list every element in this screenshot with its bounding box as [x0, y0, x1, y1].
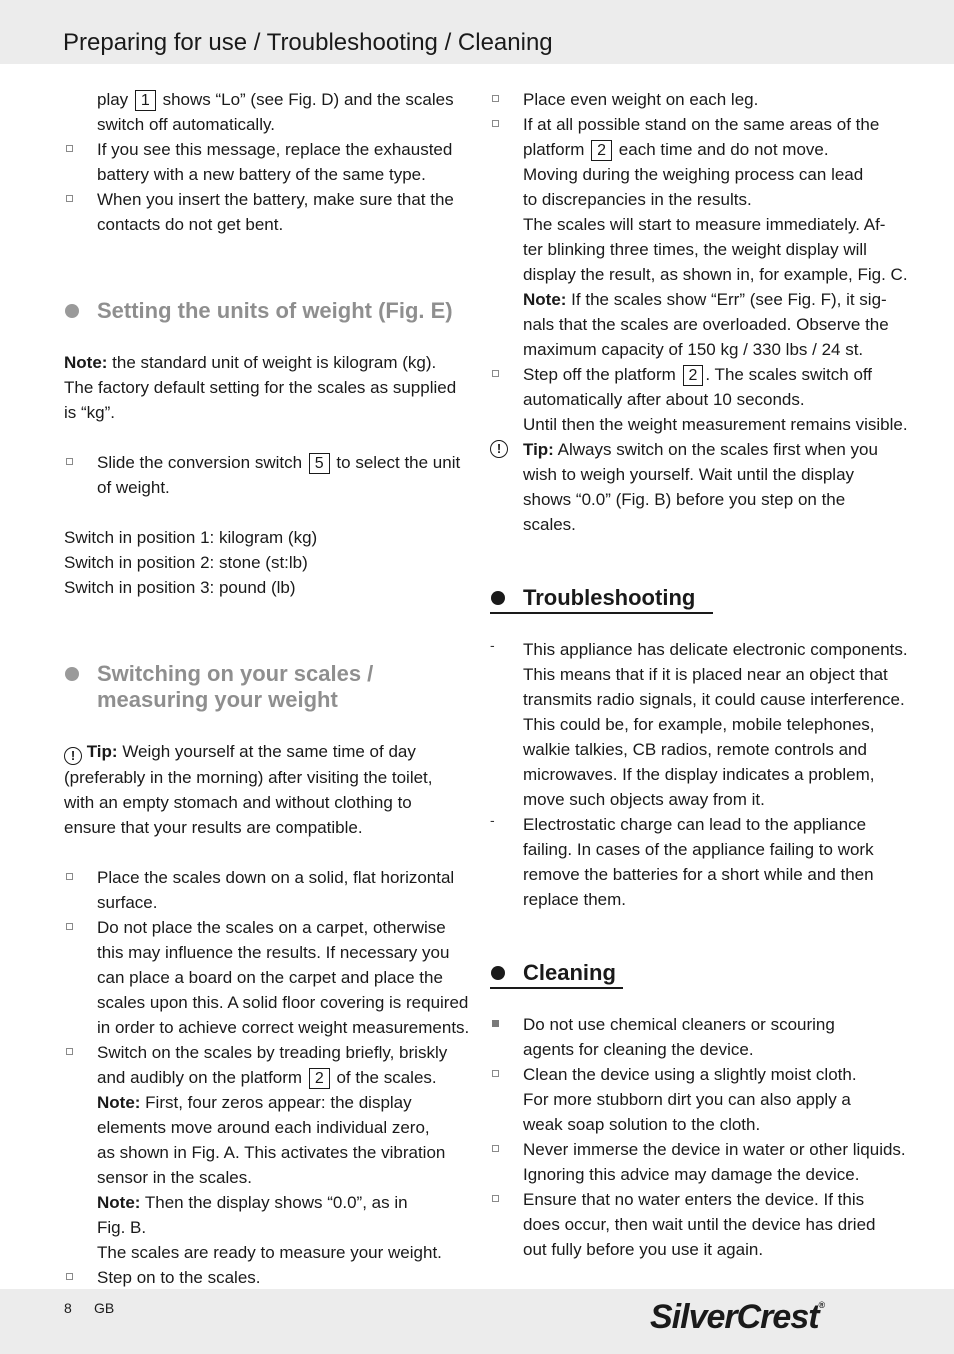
brand-logo: SilverCrest®: [650, 1298, 826, 1336]
square-bullet-icon: [492, 1195, 499, 1202]
list-item: Step on to the scales.: [64, 1265, 464, 1290]
section-heading-units: Setting the units of weight (Fig. E): [64, 298, 464, 324]
list-item: Never immerse the device in water or other liquids. Ignoring this advice may damage the device.: [490, 1137, 890, 1187]
part-ref: 5: [309, 453, 330, 474]
dash-bullet: -: [490, 637, 495, 653]
part-ref: 2: [309, 1068, 330, 1089]
exclamation-circle-icon: !: [490, 440, 508, 458]
section-heading-troubleshooting: Troubleshooting: [490, 585, 713, 614]
text-line: (preferably in the morning) after visiting the toilet,: [64, 768, 433, 787]
list-item: Place the scales down on a solid, flat horizontal surface.: [64, 865, 464, 915]
square-bullet-icon: [66, 923, 73, 930]
switch-position-2: Switch in position 2: stone (st:lb): [64, 553, 308, 572]
square-filled-icon: [492, 1020, 499, 1027]
square-bullet-icon: [66, 1048, 73, 1055]
page-footer: [0, 1289, 954, 1354]
text-line: The factory default setting for the scales as supplied: [64, 378, 457, 397]
switch-position-3: Switch in position 3: pound (lb): [64, 578, 296, 597]
bullet-circle-icon: [65, 304, 79, 318]
section-heading-switching: Switching on your scales / measuring your weight: [64, 661, 464, 713]
text-line: with an empty stomach and without clothing to: [64, 793, 412, 812]
list-item: - This appliance has delicate electronic components. This means that if it is placed near an object that transmits radio signals, it could cause interference. This could be, for example, mobile telephones, walkie talkies, CB radios, remote controls and microwaves. If the display indicates a problem, move such objects away from it.: [490, 637, 908, 809]
list-item: Place even weight on each leg.: [490, 87, 890, 112]
tip-paragraph: ! Tip: Always switch on the scales first when you wish to weigh yourself. Wait until the display shows “0.0” (Fig. B) before you step on the scales.: [490, 437, 890, 537]
text-line: ensure that your results are compatible.: [64, 818, 363, 837]
page-number: 8: [64, 1300, 72, 1316]
text-line: is “kg”.: [64, 403, 115, 422]
text-line: switch off automatically.: [97, 115, 275, 134]
switch-position-1: Switch in position 1: kilogram (kg): [64, 528, 318, 547]
bullet-circle-icon: [65, 667, 79, 681]
part-ref: 2: [591, 140, 612, 161]
right-column: [490, 87, 908, 1262]
list-item: Slide the conversion switch 5 to select the unit of weight.: [64, 450, 464, 500]
square-bullet-icon: [492, 370, 499, 377]
list-item: Do not place the scales on a carpet, otherwise this may influence the results. If necessary you can place a board on the carpet and place the scales upon this. A solid floor covering is required in order to achieve correct weight measurements.: [64, 915, 464, 1040]
note-paragraph: Note: the standard unit of weight is kilogram (kg).: [64, 353, 437, 372]
language-code: GB: [94, 1300, 115, 1316]
text-line: play 1 shows “Lo” (see Fig. D) and the scales: [97, 90, 454, 109]
list-item: Ensure that no water enters the device. If this does occur, then wait until the device has dried out fully before you use it again.: [490, 1187, 890, 1262]
square-bullet-icon: [66, 195, 73, 202]
list-item: Clean the device using a slightly moist cloth. For more stubborn dirt you can also apply a weak soap solution to the cloth.: [490, 1062, 890, 1137]
bullet-circle-icon: [491, 966, 505, 980]
tip-paragraph: ! Tip: Weigh yourself at the same time of day: [64, 739, 464, 765]
square-bullet-icon: [66, 873, 73, 880]
section-heading-cleaning: Cleaning: [490, 960, 623, 989]
list-item: Switch on the scales by treading briefly, briskly and audibly on the platform 2 of the scales. Note: First, four zeros appear: the display elements move around each individual zero, as shown in Fig. A. This activates the vibration sensor in the scales. Note: Then the display shows “0.0”, as in Fig. B. The scales are ready to measure your weight.: [64, 1040, 464, 1265]
square-bullet-icon: [66, 1273, 73, 1280]
page-title: Preparing for use / Troubleshooting / Cleaning: [63, 29, 553, 56]
square-bullet-icon: [492, 1145, 499, 1152]
list-item: If at all possible stand on the same areas of the platform 2 each time and do not move. Moving during the weighing process can lead to discrepancies in the results. The scales will start to measure immediately. Af- ter blinking three times, the weight display will display the result, as shown in, for example, Fig. C. Note: If the scales show “Err” (see Fig. F), it sig- nals that the scales are overloaded. Observe the maximum capacity of 150 kg / 330 lbs / 24 st.: [490, 112, 890, 362]
square-bullet-icon: [492, 120, 499, 127]
list-item: When you insert the battery, make sure that the contacts do not get bent.: [64, 187, 464, 237]
part-ref: 2: [683, 365, 704, 386]
left-column: [64, 87, 470, 1290]
dash-bullet: -: [490, 812, 495, 828]
list-item: Do not use chemical cleaners or scouring agents for cleaning the device.: [490, 1012, 890, 1062]
part-ref: 1: [135, 90, 156, 111]
square-bullet-icon: [492, 95, 499, 102]
bullet-circle-icon: [491, 591, 505, 605]
square-bullet-icon: [66, 458, 73, 465]
square-bullet-icon: [66, 145, 73, 152]
page-header: [0, 0, 954, 64]
list-item: - Electrostatic charge can lead to the appliance failing. In cases of the appliance failing to work remove the batteries for a short while and then replace them.: [490, 812, 874, 909]
list-item: Step off the platform 2 . The scales switch off automatically after about 10 seconds. Until then the weight measurement remains visible.: [490, 362, 890, 437]
square-bullet-icon: [492, 1070, 499, 1077]
list-item: If you see this message, replace the exhausted battery with a new battery of the same type.: [64, 137, 464, 187]
exclamation-circle-icon: !: [64, 747, 82, 765]
